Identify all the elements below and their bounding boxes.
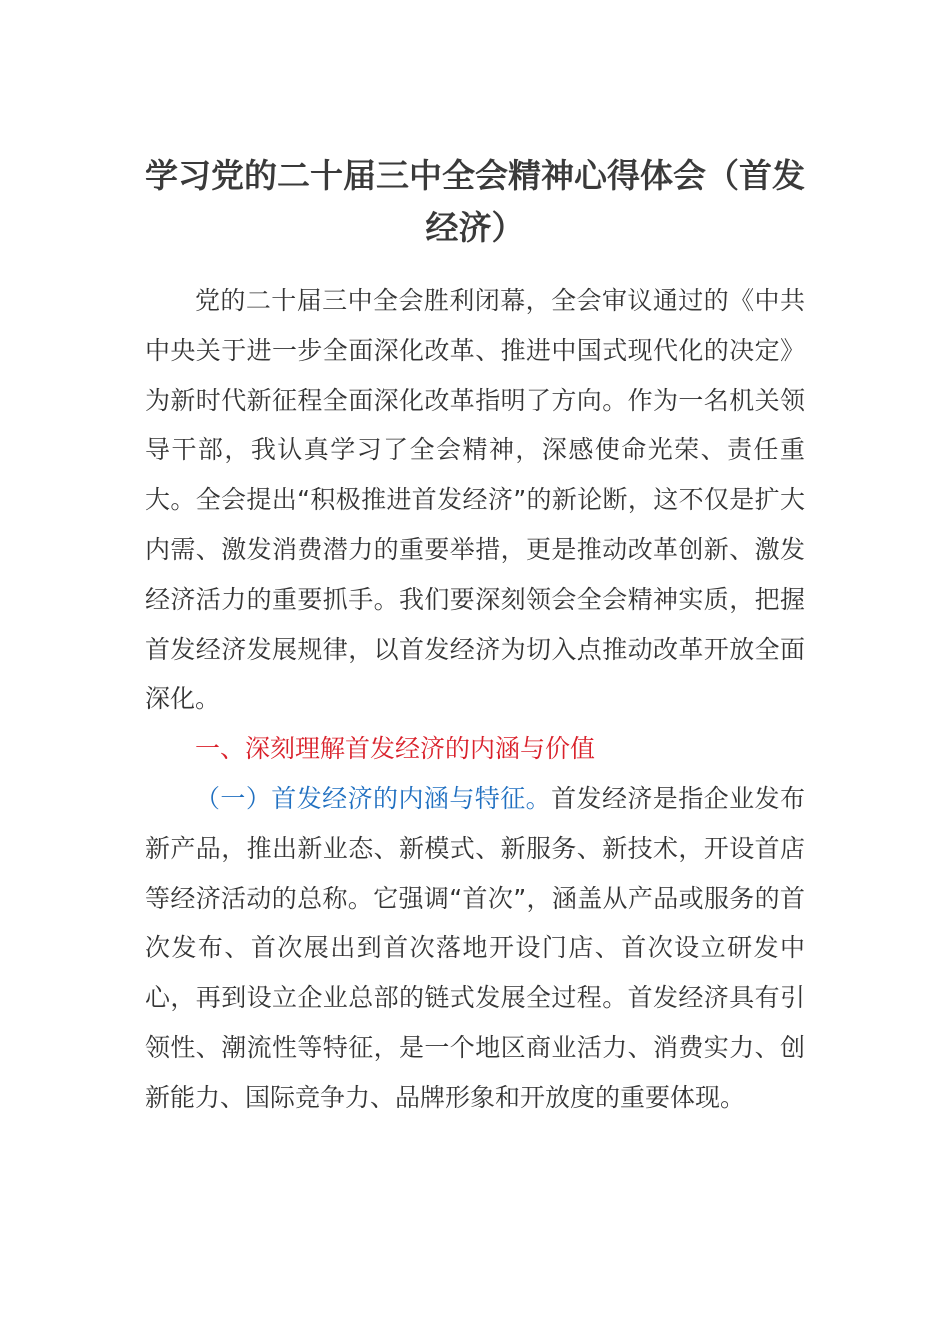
subsection-paragraph xyxy=(145,774,805,1123)
document-title: 学习党的二十届三中全会精神心得体会（首发经济） xyxy=(145,156,805,247)
section-heading: 一、深刻理解首发经济的内涵与价值 xyxy=(195,734,596,764)
document-body xyxy=(145,276,805,1123)
document-page xyxy=(145,150,805,1123)
intro-paragraph: 党的二十届三中全会胜利闭幕，全会审议通过的《中共中央关于进一步全面深化改革、推进中国式现代化的决定》为新时代新征程全面深化改革指明了方向。作为一名机关领导干部，我认真学习了全会精神，深感使命光荣、责任重大。全会提出“积极推进首发经济”的新论断，这不仅是扩大内需、激发消费潜力的重要举措，更是推动改革创新、激发经济活力的重要抓手。我们要深刻领会全会精神实质，把握首发经济发展规律，以首发经济为切入点推动改革开放全面深化。 xyxy=(145,286,805,714)
subsection-label: （一）首发经济的内涵与特征。 xyxy=(195,783,552,813)
subsection-text: 首发经济是指企业发布新产品，推出新业态、新模式、新服务、新技术，开设首店等经济活动的总称。它强调“首次”，涵盖从产品或服务的首次发布、首次展出到首次落地开设门店、首次设立研发中心，再到设立企业总部的链式发展全过程。首发经济具有引领性、潮流性等特征，是一个地区商业活力、消费实力、创新能力、国际竞争力、品牌形象和开放度的重要体现。 xyxy=(145,783,805,1112)
